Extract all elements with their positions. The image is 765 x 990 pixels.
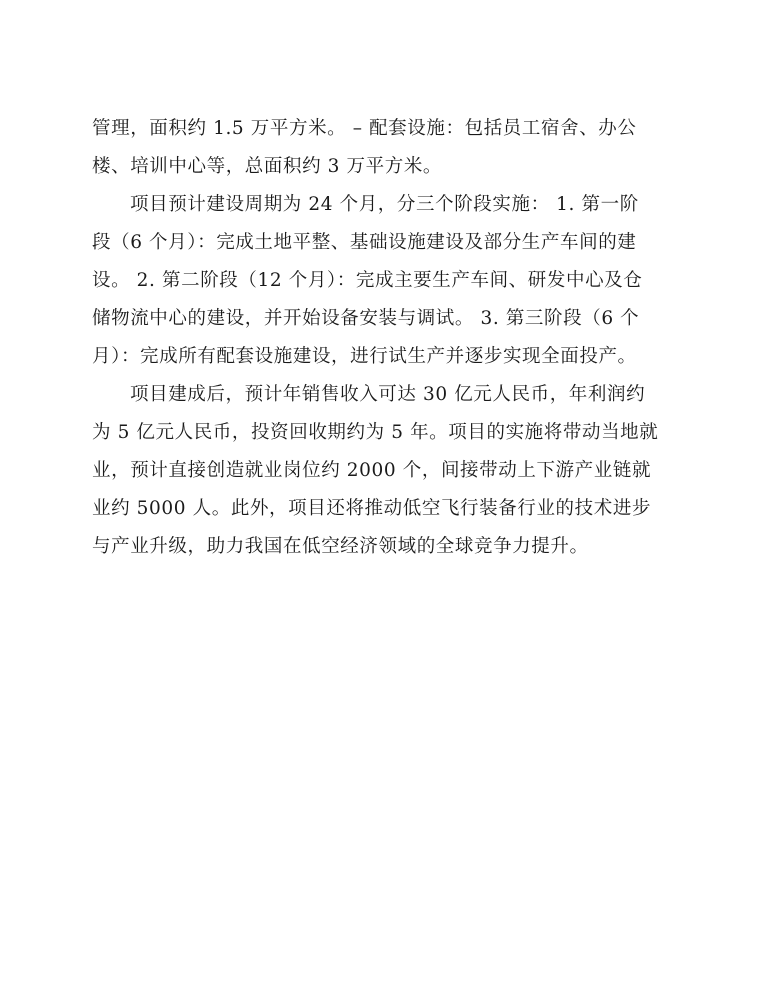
text-line: 设。 2. 第二阶段（12 个月）：完成主要生产车间、研发中心及仓 (92, 270, 643, 291)
text-line: 业约 5000 人。此外，项目还将推动低空飞行装备行业的技术进步 (92, 498, 652, 519)
text-line: 项目建成后，预计年销售收入可达 30 亿元人民币，年利润约 (130, 384, 646, 405)
text-line: 楼、培训中心等，总面积约 3 万平方米。 (92, 156, 443, 177)
text-line: 管理，面积约 1.5 万平方米。 – 配套设施：包括员工宿舍、办公 (92, 118, 637, 139)
text-line: 项目预计建设周期为 24 个月，分三个阶段实施： 1. 第一阶 (130, 194, 639, 215)
text-line: 段（6 个月）：完成土地平整、基础设施建设及部分生产车间的建 (92, 232, 637, 253)
text-line: 月）：完成所有配套设施建设，进行试生产并逐步实现全面投产。 (92, 346, 637, 367)
text-line: 为 5 亿元人民币，投资回收期约为 5 年。项目的实施将带动当地就 (92, 422, 659, 443)
text-line: 业，预计直接创造就业岗位约 2000 个，间接带动上下游产业链就 (92, 460, 652, 481)
text-line: 储物流中心的建设，并开始设备安装与调试。 3. 第三阶段（6 个 (92, 308, 640, 329)
paragraph-facilities (92, 110, 677, 186)
text-line: 与产业升级，助力我国在低空经济领域的全球竞争力提升。 (92, 536, 589, 557)
document-body (92, 110, 677, 566)
paragraph-outcomes (92, 376, 677, 566)
paragraph-schedule (92, 186, 677, 376)
